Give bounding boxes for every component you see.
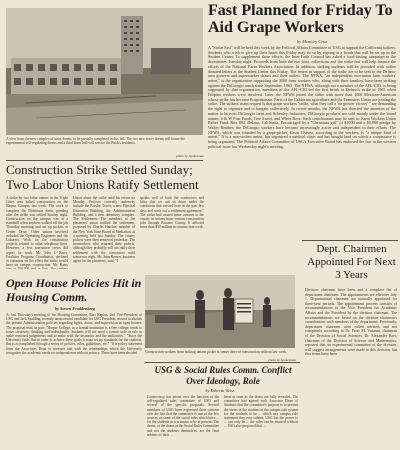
usg-social-headline: USG & Social Rules Comm. Conflict Over Ideology, Role [154, 365, 292, 386]
usg-social-byline: by Roberta Weiss [205, 388, 235, 393]
picket-workers-photo [145, 275, 295, 348]
picket-photo-caption: Construction workers from striking unions picket at center drive in construction without last week. [145, 350, 287, 354]
fast-planned-body: A "Strike Fast" will be held this week by the Political Affairs Committee of USG to support the California strikers. Students who wish to give up their lunch this Friday may do so by signing at a booth that will be set up in the Student Center. To supplement these efforts, the Inter-Faith Council has asked a food-fasting campaign in the dormitories Tuesday night. Proceeds from both the two fasts, collections and the strike-fast will help finance the efforts of the National Farm Workers Association. In addition, striking students will be provided with coffee donated letters at the Student Center this Friday. The letters in support of the strike are to be sent to the Delano-area growers and supermarket chains and their outlets. The NFWA, "an independent, non-union farm workers' union," is the organization supporting the 3000 farm workers who, along with their families, have been striking against the DiGiorgio ranch since September, 1965. The NFWA, although not a member of the AFL-CIO, is being supported by that organization, members of the AFL-CIO led the first break in Delano's strike in 1965 when Filipino workers were involved. Later, the NFWA joined the strike with more than 1000 Mexican-American whose strike has become Proportionate. Parts of the California agriculture and the Teamsters Union are joining the strike. The strikers' main request is that grape workers "strike, what they call a 'no grower victory' " are demanding the right to organize and to bargain collectively. In recent months, the NFWA has directed the attention of the nation to boycott DiGiorgio farm and Schenley Industries. DiGiorgio products are sold mainly under the brand names, S & W Fine Foods, Tree Sweet, and White Rose. Such contributions may be sent to: Farm Workers Union Relief Fund, Box 894, Delano, California. Encouraged by a "Christmas gift" of $1000 and a $5,000 pledge by Walter Reuther, the DiGiorgio workers have become increasingly active and independent in their efforts. The NFWA, which was founded by a grape-picker, Cesar Chavez, according to the workers, is "a unique kind of union." It is a non-violent union, has organized a medical clinic and has bought land on which a cooperative is being organized. The Political Affairs Committee of USG's Executive Board has endorsed the fast in the western political issue last Wednesday night's meeting. [208, 46, 396, 149]
construction-strike-headline: Construction Strike Settled Sunday; Two Labor Unions Ratify Settlement [6, 162, 199, 192]
horizontal-divider [6, 160, 203, 161]
dept-divider [302, 240, 398, 241]
open-house-headline: Open House Policies Hit in Housing Comm. [6, 276, 142, 304]
strike-body-col3: speaks well of both the contractors and labor that we can sit down under the conditions that existed here in the past few days and work out a settlement agreement." The strike had caused some concern to the county as unions from various construction jobs through Broome County. It affected more than $30 million in construction work. [140, 196, 204, 230]
usg-divider [145, 362, 300, 363]
open-house-body: At last Thursday's meeting of the Housing Committee, Bert Kaplan, 2nd Vice-President of USG and Jack Spalding, recently unsuccessful candidate for USG President, moved to abolish the present Administration policies regarding lights, doors, and supervision at open houses. The proposal read, in part: "Harpur College, as a formal institution is a free college, tends to foster creativity, thinking and individuality. Students will not need a formal code or rule to make reasoned judgements and to make with the instructor and the authorities." "Since the University finds that in order to achieve these goals it must set up standards for the students, this is accomplished through a series of policies, rules, guidelines, etc." "It is policy statement from the Associates Dean to measure and with the relationships which the University recognizes the academic needs for independence without privacy. These have been decided [6, 313, 142, 355]
open-house-byline: by Steven Fraddenberg [54, 306, 95, 311]
fast-planned-byline: by Memory Cruz [296, 39, 328, 44]
strike-body-col2: Union about the strike until his return on Monday. Projects currently underway include the Faculty Tower, a new Physical Education Building, the Administration Building, and a new dormitory complex. The Settlement: The members of the plasterers' union ratified the settlement, proposed by Charles Hatcher, member of the New York State Board of Mediation, at a meeting held last Sunday. The county pickets were then removed yesterday. The ironworkers who returned their pickets, although they probably will not ratify their settlement with the contractors until tomorrow night. Mr. John Beaver, business agent for the plasterers, said, "I [73, 196, 135, 264]
dept-chairmen-headline: Dept. Chairmen Appointed For Next 3 Years [307, 243, 396, 281]
usg-body-col2: been as soon as the deans are fully revealed. The committee had agreed with Associate Dean of Students that the committee's purpose is to present the views of the students in the campus rule system for the students to be ... which any campus rule statement they may submit, USG has the power to ... can only be ... the rules can be enacted without ... USG also proposed that ... [224, 395, 298, 429]
picket-photo-illustration [145, 275, 295, 348]
dorm-photo-credit: photo by Spokesman [176, 154, 204, 158]
fast-planned-headline: Fast Planned for Friday To Aid Grape Workers [208, 2, 393, 36]
dorm-photo-caption: A view from the new complex of units dorms, to be partially completed in this fall. The two new tower dorms will house the experimental self-regulating dorms and a third dorm hall will service the Buck's residents. [6, 137, 185, 146]
strike-body-col1: A strike by two labor unions in the Triple Cities area halted construction on the Harpur Campus last week. The work to complete the Dickinson dorm, pending after the strike was settled Sunday night. Construction on the campus was at a standstill when workers walked off the job Thursday morning and set up pickets at Center Drive. Other unions involved included the Operating Engineers and the Laborers. Work on the construction projects related to other telephone lines. However, a few non-union crews did report for work. Mr. John J. Barry, Facilities Program Coordinator, declined to comment on the effect the strike would have on campus construction. Mr. Barry [6, 196, 68, 268]
dorm-photo-illustration [6, 8, 203, 135]
picket-photo-credit: photo by Spokesman [268, 358, 296, 362]
dorm-construction-photo [6, 8, 203, 135]
usg-body-col1: Controversy has arisen over the function of the self-regulated rules committee of USG and several of the specific proposals. Several members of USG have expressed their concern over the fact that the committee is one of the few sources on some of the social rules which have ... for the students as it is meant to be at present. The deans, or the deans at the Social Rules Committee and not the students themselves, are the final arbiters of their ... [147, 395, 219, 437]
dept-chairmen-body: Division chairmen have been and a complete list of department chairmen. The appointments are effective July 1. Departmental chairmen are normally appointed for three-year periods. The appointment process consists of recommendations to the Vice President for Academic Affairs and the President by the division chairman. The recommendations are based on the division chairman's consultations with members of the department. Previously, department chairmen were called advisers and not completely according to Dr. Peter M. Vukasin, chairman of the Division of Social Sciences. Dr. Alexander Baer, chairman of the Division of Science and Mathematics, reported that an experimental committee of the division, will suggest arrangements were made to this division, but that terms have been [305, 288, 397, 357]
